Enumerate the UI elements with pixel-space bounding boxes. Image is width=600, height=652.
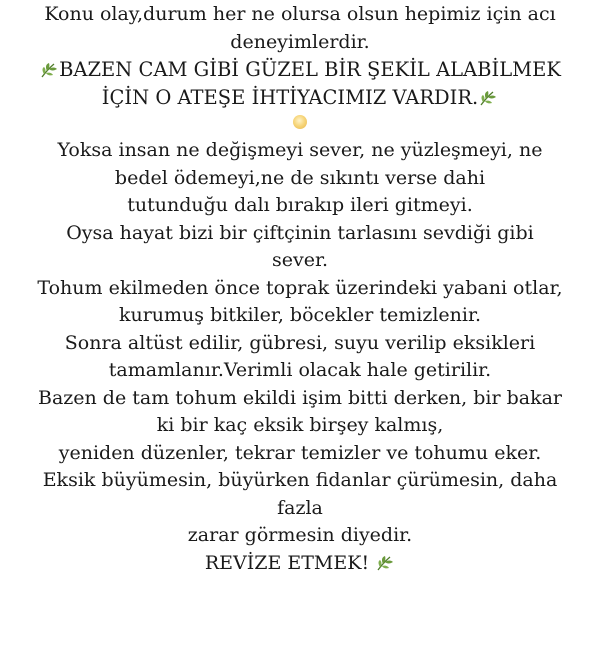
line-13: tamamlanır.Verimli olacak hale getirilir.: [108, 359, 492, 381]
line-7: tutunduğu dalı bırakıp ileri gitmeyi.: [127, 194, 473, 216]
leaf-icon: [478, 87, 498, 105]
line-18: fazla: [277, 496, 323, 519]
line-20-text: REVİZE ETMEK!: [204, 551, 376, 574]
line-15: ki bir kaç eksik birşey kalmış,: [156, 414, 444, 436]
line-10: Tohum ekilmeden önce toprak üzerindeki yabani otlar,: [37, 276, 563, 299]
line-6: bedel ödemeyi,ne de sıkıntı verse dahi: [114, 166, 486, 189]
line-1: Konu olay,durum her ne olursa olsun hepimiz için acı: [44, 3, 556, 25]
line-3-text: BAZEN CAM GİBİ GÜZEL BİR ŞEKİL ALABİLMEK: [59, 58, 561, 81]
sun-divider: [0, 111, 600, 131]
leaf-icon: [39, 59, 59, 77]
line-16: yeniden düzenler, tekrar temizler ve tohumu eker.: [58, 441, 542, 464]
line-3: [0, 56, 600, 84]
line-19: zarar görmesin diyedir.: [187, 524, 413, 546]
line-5: Yoksa insan ne değişmeyi sever, ne yüzleşmeyi, ne: [57, 139, 543, 161]
line-2: deneyimlerdir.: [230, 30, 370, 53]
line-4-text: İÇİN O ATEŞE İHTİYACIMIZ VARDIR.: [101, 85, 479, 109]
line-8: Oysa hayat bizi bir çiftçinin tarlasını sevdiği gibi: [66, 221, 534, 244]
line-4: [0, 84, 600, 112]
line-20: [0, 550, 600, 578]
sun-icon: [293, 115, 307, 129]
line-12: Sonra altüst edilir, gübresi, suyu verilip eksikleri: [64, 331, 536, 354]
leaf-icon: [375, 553, 395, 571]
line-11: kurumuş bitkiler, böcekler temizlenir.: [118, 304, 482, 326]
line-14: Bazen de tam tohum ekildi işim bitti derken, bir bakar: [37, 386, 562, 409]
line-17: Eksik büyümesin, büyürken fidanlar çürümesin, daha: [42, 469, 558, 491]
line-9: sever.: [271, 249, 328, 271]
